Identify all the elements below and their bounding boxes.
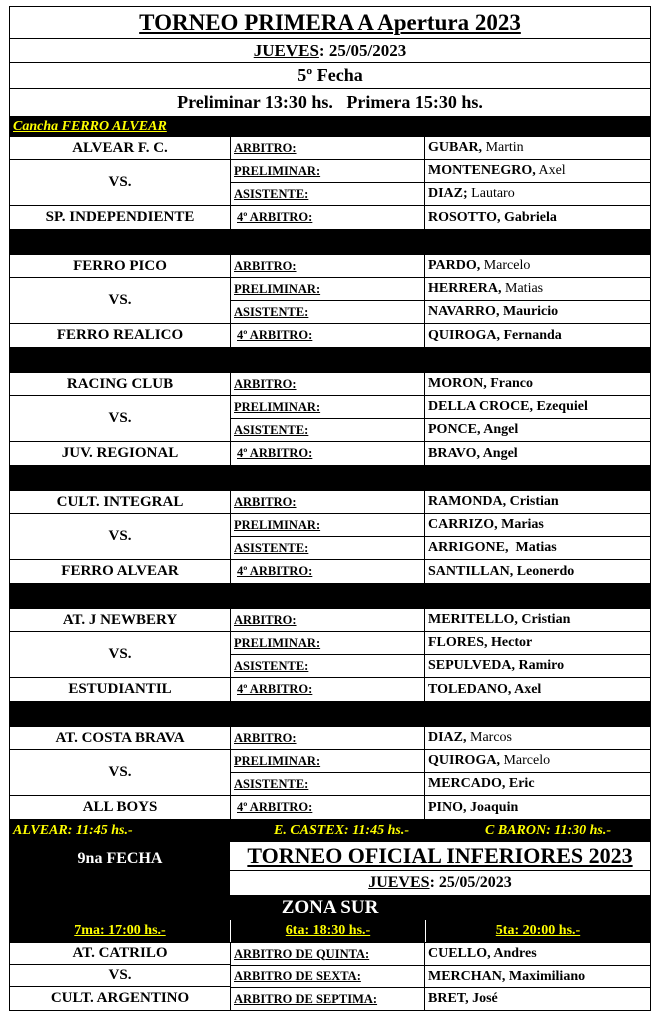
role-quinta: ARBITRO DE QUINTA: xyxy=(231,943,425,965)
role-cuarto-arbitro: 4º ARBITRO: xyxy=(231,678,425,701)
youth-header xyxy=(10,842,650,896)
role-arbitro: ARBITRO: xyxy=(231,609,425,631)
youth-round: 9na FECHA xyxy=(10,842,230,896)
preliminar-surname: DELLA CROCE, Ezequiel xyxy=(428,399,588,414)
role-asistente: ASISTENTE: xyxy=(231,655,425,677)
home-team: FERRO PICO xyxy=(10,255,230,278)
separator-bar xyxy=(10,584,650,609)
asistente-name: Lautaro xyxy=(467,186,515,201)
kickoff-times: Preliminar 13:30 hs. Primera 15:30 hs. xyxy=(10,89,650,117)
referee-surname: RAMONDA, Cristian xyxy=(428,494,559,509)
ref-quinta: CUELLO, Andres xyxy=(428,946,537,961)
asistente-surname: ARRIGONE, Matias xyxy=(428,540,557,555)
preliminar-surname: MONTENEGRO, xyxy=(428,163,536,178)
referee-surname: MERITELLO, Cristian xyxy=(428,612,571,627)
date-day: JUEVES xyxy=(253,40,319,60)
role-cuarto-arbitro: 4º ARBITRO: xyxy=(231,442,425,465)
home-team: CULT. INTEGRAL xyxy=(10,491,230,514)
separator-bar xyxy=(10,702,650,727)
preliminar-surname: CARRIZO, Marias xyxy=(428,517,544,532)
referee-surname: GUBAR, xyxy=(428,140,483,155)
vs-label: VS. xyxy=(10,278,230,324)
time-septima: 7ma: 17:00 hs.- xyxy=(74,923,166,938)
role-asistente: ASISTENTE: xyxy=(231,537,425,559)
date-value: : 25/05/2023 xyxy=(318,40,407,60)
separator-bar xyxy=(10,348,650,373)
youth-title: TORNEO OFICIAL INFERIORES 2023 xyxy=(230,842,650,871)
preliminar-name: Matias xyxy=(501,281,544,296)
cuarto-surname: PINO, Joaquin xyxy=(428,799,519,815)
role-asistente: ASISTENTE: xyxy=(231,419,425,441)
home-team: AT. J NEWBERY xyxy=(10,609,230,632)
asistente-surname: SEPULVEDA, Ramiro xyxy=(428,658,565,673)
ref-sexta: MERCHAN, Maximiliano xyxy=(428,968,586,984)
role-arbitro: ARBITRO: xyxy=(231,373,425,395)
youth-date-value: : 25/05/2023 xyxy=(429,874,512,891)
zone-label: ZONA SUR xyxy=(10,896,650,920)
match-block xyxy=(10,137,650,230)
role-preliminar: PRELIMINAR: xyxy=(231,632,425,654)
role-asistente: ASISTENTE: xyxy=(231,301,425,323)
youth-date xyxy=(230,871,650,896)
venue-time-castex: E. CASTEX: 11:45 hs.- xyxy=(274,823,409,838)
youth-home-team: AT. CATRILO xyxy=(10,943,230,965)
vs-label: VS. xyxy=(10,514,230,560)
round-label: 5º Fecha xyxy=(10,63,650,89)
preliminar-surname: QUIROGA, xyxy=(428,753,500,768)
away-team: ESTUDIANTIL xyxy=(68,681,172,697)
role-preliminar: PRELIMINAR: xyxy=(231,160,425,182)
role-preliminar: PRELIMINAR: xyxy=(231,278,425,300)
asistente-surname: PONCE, Angel xyxy=(428,422,519,437)
referee-name: Marcelo xyxy=(480,258,531,273)
role-preliminar: PRELIMINAR: xyxy=(231,750,425,772)
preliminar-name: Axel xyxy=(535,163,566,178)
venue-label: Cancha FERRO ALVEAR xyxy=(10,117,650,137)
role-arbitro: ARBITRO: xyxy=(231,727,425,749)
youth-match xyxy=(10,943,650,1010)
role-cuarto-arbitro: 4º ARBITRO: xyxy=(231,206,425,229)
role-cuarto-arbitro: 4º ARBITRO: xyxy=(231,324,425,347)
home-team: ALVEAR F. C. xyxy=(10,137,230,160)
match-date xyxy=(10,39,650,63)
time-sexta: 6ta: 18:30 hs.- xyxy=(285,923,371,938)
youth-vs: VS. xyxy=(10,965,230,987)
cuarto-surname: SANTILLAN, Leonerdo xyxy=(428,563,575,579)
time-quinta: 5ta: 20:00 hs.- xyxy=(495,923,581,938)
vs-label: VS. xyxy=(10,750,230,796)
vs-label: VS. xyxy=(10,632,230,678)
role-asistente: ASISTENTE: xyxy=(231,183,425,205)
match-block xyxy=(10,727,650,820)
vs-label: VS. xyxy=(10,160,230,206)
asistente-surname: NAVARRO, Mauricio xyxy=(428,304,559,319)
role-sexta: ARBITRO DE SEXTA: xyxy=(231,966,425,987)
preliminar-surname: FLORES, Hector xyxy=(428,635,533,650)
away-team: FERRO ALVEAR xyxy=(61,563,179,579)
asistente-surname: DIAZ; xyxy=(428,186,468,201)
youth-away-team: CULT. ARGENTINO xyxy=(50,989,190,1006)
away-team: SP. INDEPENDIENTE xyxy=(45,209,195,225)
role-asistente: ASISTENTE: xyxy=(231,773,425,795)
match-block xyxy=(10,609,650,702)
role-cuarto-arbitro: 4º ARBITRO: xyxy=(231,560,425,583)
cuarto-surname: ROSOTTO, Gabriela xyxy=(428,209,557,225)
separator-bar xyxy=(10,230,650,255)
match-block xyxy=(10,491,650,584)
youth-date-day: JUEVES xyxy=(368,874,430,891)
role-arbitro: ARBITRO: xyxy=(231,137,425,159)
referee-surname: DIAZ, xyxy=(428,730,467,745)
referee-surname: MORON, Franco xyxy=(428,376,533,391)
role-arbitro: ARBITRO: xyxy=(231,491,425,513)
cuarto-surname: QUIROGA, Fernanda xyxy=(428,327,562,343)
asistente-surname: MERCADO, Eric xyxy=(428,776,535,791)
away-team: FERRO REALICO xyxy=(56,327,184,343)
referee-name: Martin xyxy=(482,140,524,155)
referee-surname: PARDO, xyxy=(428,258,481,273)
role-arbitro: ARBITRO: xyxy=(231,255,425,277)
match-block xyxy=(10,255,650,348)
youth-venues-bar xyxy=(10,820,650,842)
vs-label: VS. xyxy=(10,396,230,442)
venue-time-baron: C BARON: 11:30 hs.- xyxy=(485,823,612,838)
cuarto-surname: BRAVO, Angel xyxy=(428,445,518,461)
away-team: ALL BOYS xyxy=(82,799,158,815)
matches-list xyxy=(10,137,650,820)
preliminar-surname: HERRERA, xyxy=(428,281,502,296)
role-septima: ARBITRO DE SEPTIMA: xyxy=(231,988,425,1010)
tournament-title: TORNEO PRIMERA A Apertura 2023 xyxy=(10,7,650,39)
ref-septima: BRET, José xyxy=(428,991,498,1006)
separator-bar xyxy=(10,466,650,491)
away-team: JUV. REGIONAL xyxy=(61,445,179,461)
referee-name: Marcos xyxy=(466,730,513,745)
role-preliminar: PRELIMINAR: xyxy=(231,514,425,536)
fixture-sheet xyxy=(9,6,651,1011)
home-team: RACING CLUB xyxy=(10,373,230,396)
role-preliminar: PRELIMINAR: xyxy=(231,396,425,418)
home-team: AT. COSTA BRAVA xyxy=(10,727,230,750)
role-cuarto-arbitro: 4º ARBITRO: xyxy=(231,796,425,819)
match-block xyxy=(10,373,650,466)
venue-time-alvear: ALVEAR: 11:45 hs.- xyxy=(13,823,133,838)
preliminar-name: Marcelo xyxy=(499,753,551,768)
cuarto-surname: TOLEDANO, Axel xyxy=(428,681,542,697)
